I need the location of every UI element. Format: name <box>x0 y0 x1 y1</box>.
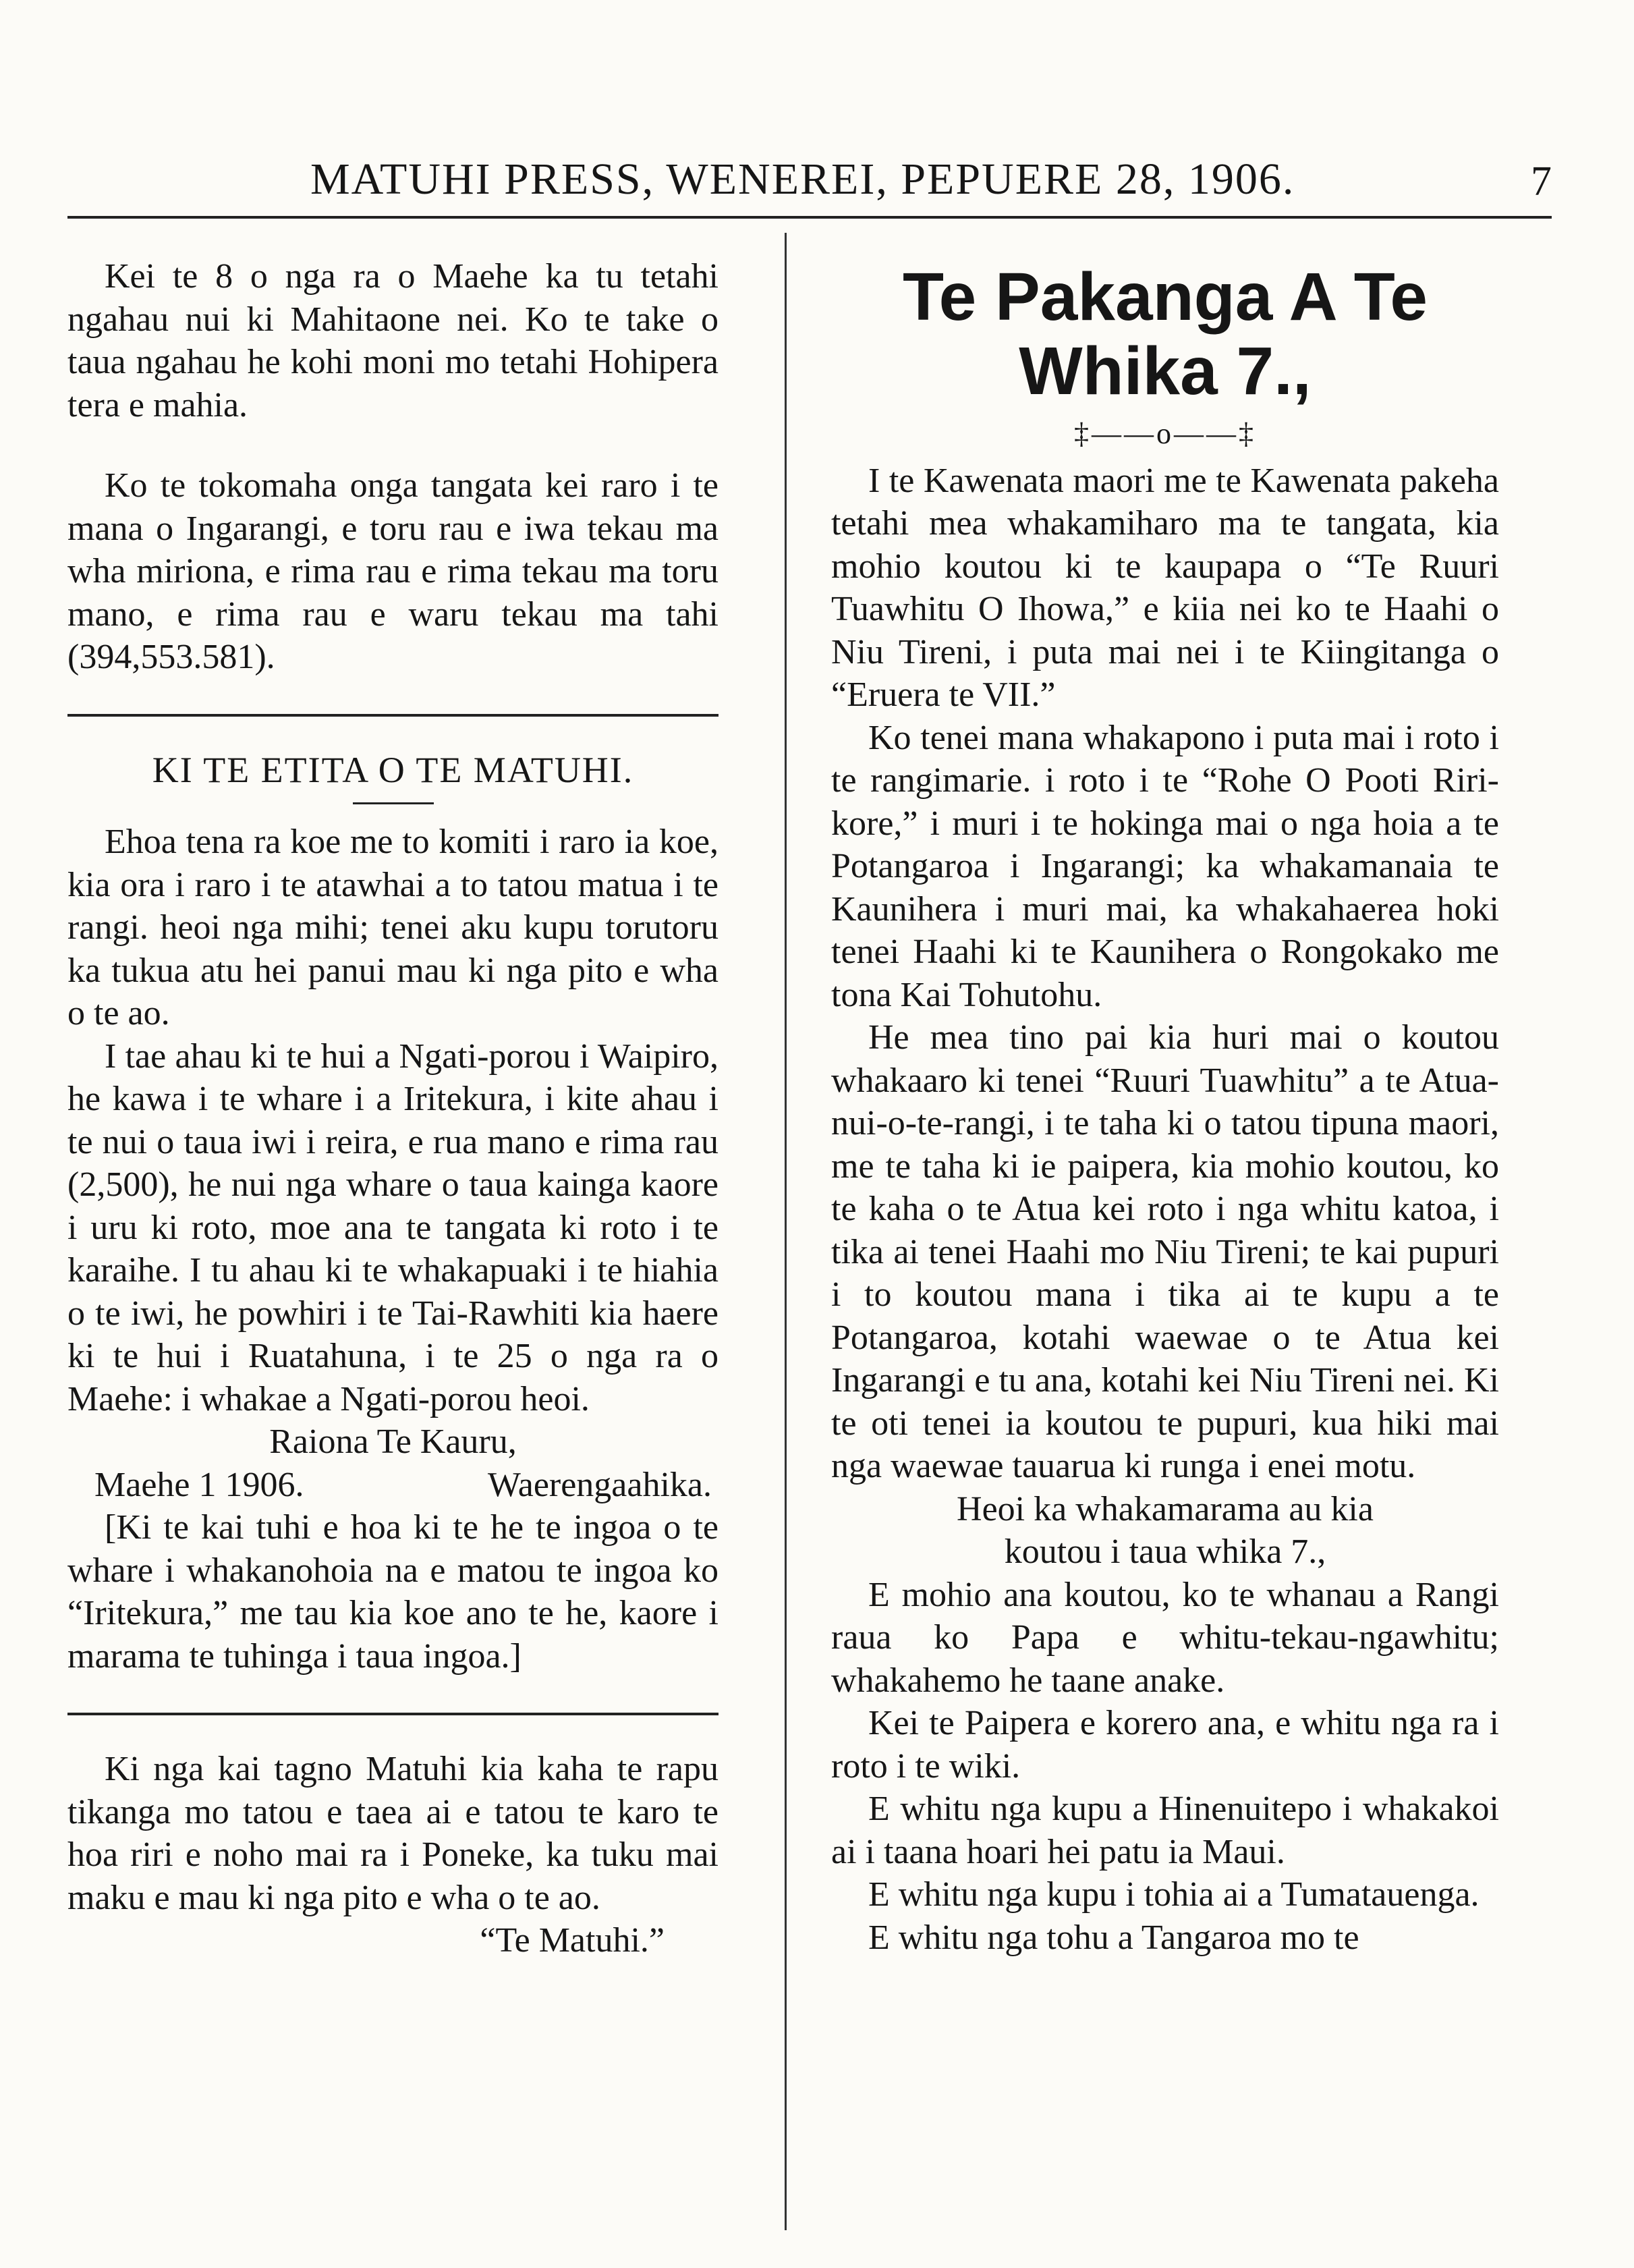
left-column <box>67 255 719 1962</box>
masthead-title: MATUHI PRESS, WENEREI, PEPUERE 28, 1906. <box>310 155 1295 204</box>
notice-paragraph: Ki nga kai tagno Matuhi kia kaha te rapu tikanga mo tatou e taea ai e tatou te karo te hoa riri e noho mai ra i Poneke, ka tuku mai maku e mau ki nga pito e wha o te ao. <box>67 1750 719 1917</box>
article-paragraph: Kei te Paipera e korero ana, e whitu nga ra i roto i te wiki. <box>831 1704 1499 1786</box>
article-paragraph: E whitu nga kupu a Hinenuitepo i whakakoi ai i taana hoari hei patu ia Maui. <box>831 1790 1499 1871</box>
letter-paragraph: I tae ahau ki te hui a Ngati-porou i Waipiro, he kawa i te whare i a Iritekura, i kite ahau i te nui o taua iwi i reira, e rua mano e rima rau (2,500), he nui nga whare o taua kainga kaore i uru ki roto, moe ana te tangata ki roto i te karaihe. I tu ahau ki te whakapuaki i te hiahia o te iwi, he powhiri i te Tai-Rawhiti kia haere ki te hui i Ruatahuna, i te 25 o nga ra o Maehe: i whakae a Ngati-porou heoi. <box>67 1036 719 1418</box>
article-paragraph: Ko tenei mana whakapono i puta mai i roto i te rangimarie. i roto i te “Rohe O Pooti Riri-kore,” i muri i te hokinga mai o nga hoia a te Potangaroa i Ingarangi; ka whakamanaia te Kaunihera i muri mai, ka whakahaerea hoki tenei Haahi ki te Kaunihera o Rongokako me tona Kai Tohutohu. <box>831 718 1499 1014</box>
article-title: Te Pakanga A Te Whika 7., <box>902 259 1428 409</box>
header-rule <box>67 216 1552 219</box>
paragraph-gap <box>67 426 719 464</box>
right-column <box>831 260 1499 1959</box>
article-subhead-line: koutou i taua whika 7., <box>1004 1532 1326 1571</box>
title-ornament: ‡——o——‡ <box>1074 417 1256 450</box>
article-paragraph: I te Kawenata maori me te Kawenata pakeha tetahi mea whakamiharo ma te tangata, kia mohio koutou ki te kaupapa o “Te Ruuri Tuawhitu O Ihowa,” e kiia nei ko te Haahi o Niu Tireni, i puta mai nei i te Kiingitanga o “Eruera te VII.” <box>831 461 1499 714</box>
letter-dateline <box>67 1464 719 1507</box>
letter-signature-name: Raiona Te Kauru, <box>269 1422 517 1461</box>
section-rule <box>67 714 719 717</box>
page-number: 7 <box>1531 159 1552 204</box>
letter-place: Waerengaahika. <box>487 1465 712 1504</box>
letter-heading: KI TE ETITA O TE MATUHI. <box>152 749 634 790</box>
article-mahitaone-ngahau: Kei te 8 o nga ra o Maehe ka tu tetahi ngahau nui ki Mahitaone nei. Ko te take o taua ngahau he kohi moni mo tetahi Hohipera tera e mahia. <box>67 257 719 424</box>
page-header <box>67 154 1552 204</box>
heading-short-rule <box>353 802 434 804</box>
editor-note: [Ki te kai tuhi e hoa ki te he te ingoa o te whare i whakanohoia na e matou te ingoa ko “Iritekura,” me tau kia koe ano te he, kaore i marama te tuhinga i taua ingoa.] <box>67 1508 719 1676</box>
article-paragraph: E whitu nga tohu a Tangaroa mo te <box>868 1918 1359 1957</box>
column-divider <box>785 233 787 2230</box>
article-paragraph: E whitu nga kupu i tohia ai a Tumatauenga. <box>868 1875 1480 1914</box>
article-ingarangi-population: Ko te tokomaha onga tangata kei raro i te mana o Ingarangi, e toru rau e iwa tekau ma wha miriona, e rima rau e rima tekau ma toru mano, e rima rau e waru tekau ma tahi (394,553.581). <box>67 466 719 676</box>
letter-date: Maehe 1 1906. <box>94 1465 304 1504</box>
notice-signature: “Te Matuhi.” <box>480 1921 665 1960</box>
section-rule <box>67 1713 719 1715</box>
article-paragraph: He mea tino pai kia huri mai o koutou whakaaro ki tenei “Ruuri Tuawhitu” a te Atua-nui-o-te-rangi, i te taha ki o tatou tipuna maori, me te taha ki ie paipera, kia mohio koutou, ko te kaha o te Atua kei roto i nga whitu katoa, i tika ai tenei Haahi mo Niu Tireni; te kai pupuri i to koutou mana i tika ai te kupu a te Potangaroa, kotahi waewae o te Atua kei Ingarangi e tu ana, kotahi kei Niu Tireni nei. Ki te oti tenei ia koutou te pupuri, kua hiki mai nga waewae tauarua ki runga i enei motu. <box>831 1018 1499 1485</box>
article-subhead-line: Heoi ka whakamarama au kia <box>957 1489 1374 1528</box>
article-paragraph: E mohio ana koutou, ko te whanau a Rangi raua ko Papa e whitu-tekau-ngawhitu; whakahemo he taane anake. <box>831 1575 1499 1700</box>
letter-paragraph: Ehoa tena ra koe me to komiti i raro ia koe, kia ora i raro i te atawhai a to tatou matua i te rangi. heoi nga mihi; tenei aku kupu torutoru ka tukua atu hei panui mau ki nga pito e wha o te ao. <box>67 823 719 1032</box>
